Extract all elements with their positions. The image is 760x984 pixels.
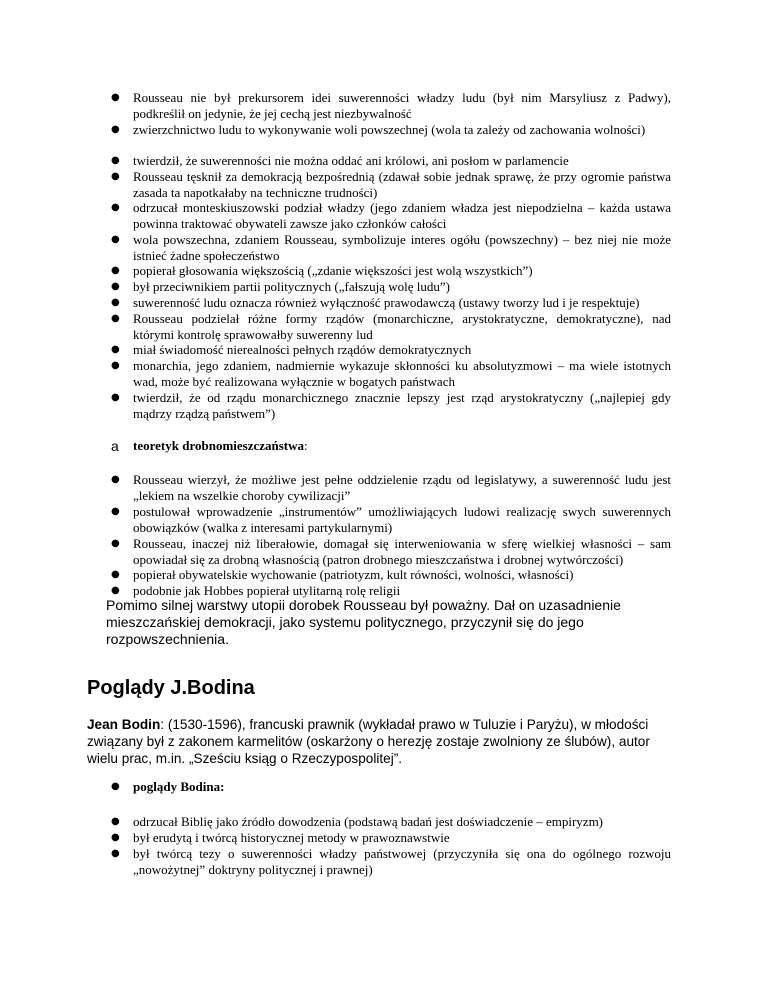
section-heading: Poglądy J.Bodina [87,677,255,699]
subheading-marker: a [111,438,119,454]
bullet-icon: ● [111,202,120,213]
bullet-icon: ● [111,344,120,355]
bullet-icon: ● [111,816,120,827]
bullet-icon: ● [111,474,120,485]
bullet-icon: ● [111,538,120,549]
bullet-icon: ● [111,297,120,308]
bullet-icon: ● [111,155,120,166]
bodin-name: Jean Bodin [87,717,161,732]
bullet-icon: ● [111,124,120,135]
bullet-icon: ● [111,281,120,292]
bullet-icon: ● [111,392,120,403]
bullet-icon: ● [111,585,120,596]
bullet-icon: ● [111,781,120,792]
bullet-icon: ● [111,569,120,580]
subheading-text: teoretyk drobnomieszczaństwa: [133,438,308,453]
bullet-icon: ● [111,92,120,103]
subheading [111,437,671,455]
bullet-icon: ● [111,848,120,859]
conclusion-paragraph: Pomimo silnej warstwy utopii dorobek Rousseau był poważny. Dał on uzasadnienie mieszczańskiej demokracji, jako systemu politycznego, przyczynił się do jego rozpowszechnienia. [106,597,621,647]
document-page: ● Rousseau nie był prekursorem idei suwerenności władzy ludu (był nim Marsyliusz z Padwy), podkreślił on jedynie, że jej cechą jest niezbywalność ● zwierzchnictwo ludu to wykonywanie woli powszechnej (wola ta zależy od zachowania wolności) ● twierdził, że suwerenności nie można oddać ani królowi, ani posłom w parlamencie ● Rousseau tęsknił za demokracją bezpośrednią (zdawał sobie jednak sprawę, że przy ogromie państwa zasada ta napotkałaby na techniczne trudności) ● odrzucał monteskiuszowski podział władzy (jego zdaniem władza jest niepodzielna – każda ustawa powinna traktować obywateli zawsze jako członków całości ● wola powszechna, zdaniem Rousseau, symbolizuje interes ogółu (powszechny) – bez niej nie może istnieć żadne społeczeństwo ● popierał głosowania większością („zdanie większości jest wolą wszystkich”) ● był przeciwnikiem partii politycznych („fałszują wolę ludu”) ● suwerenność ludu oznacza również wyłączność prawodawczą (ustawy tworzy lud i je respektuje) ● Rousseau podzielał różne formy rządów (monarchiczne, arystokratyczne, demokratyczne), nad którymi kontrolę sprawowałby suwerenny lud ● miał świadomość nierealności pełnych rządów demokratycznych ● monarchia, jego zdaniem, nadmiernie wykazuje skłonności ku absolutyzmowi – ma wiele istotnych wad, może być realizowana wyłącznie w bogatych państwach ● twierdził, że od rządu monarchicznego znacznie lepszy jest rząd arystokratyczny („najlepiej gdy mądrzy rządzą państwem”) a teoretyk drobnomieszczaństwa: ● Rousseau wierzył, że możliwe jest pełne oddzielenie rządu od legislatywy, a suwerenność ludu jest „lekiem na wszelkie choroby cywilizacji” ● postulował wprowadzenie „instrumentów” umożliwiających ludowi realizację swych suwerennych obowiązków (walka z interesami partykularnymi) ● Rousseau, inaczej niż liberałowie, domagał się interweniowania w sferę wielkiej własności – sam opowiadał się za drobną własnością (patron drobnego mieszczaństwa i drobnej wytwórczości) ● popierał obywatelskie wychowanie (patriotyzm, kult równości, wolności, własności) ● podobnie jak Hobbes popierał utylitarną rolę religii Pomimo silnej warstwy utopii dorobek Rousseau był poważny. Dał on uzasadnienie mieszczańskiej demokracji, jako systemu politycznego, przyczynił się do jego rozpowszechnienia. Poglądy J.Bodina Jean Bodin: (1530-1596), francuski prawnik (wykładał prawo w Tuluzie i Paryżu), w młodości związany był z zakonem karmelitów (oskarżony o herezję zostaje zwolniony ze ślubów), autor wielu prac, m.in. „Sześciu ksiąg o Rzeczypospolitej”. ● poglądy Bodina: ● odrzucał Biblię jako źródło dowodzenia (podstawą badań jest doświadczenie – empiryzm) ● był erudytą i twórcą historycznej metody w prawoznawstwie ● był twórcą tezy o suwerenności władzy państwowej (przyczyniła się ona do ogólnego rozwoju „nowożytnej” doktryny politycznej i prawnej) [0,0,760,984]
bullet-icon: ● [111,234,120,245]
bullet-icon: ● [111,171,120,182]
bullet-icon: ● [111,265,120,276]
bullet-icon: ● [111,313,120,324]
bullet-icon: ● [111,832,120,843]
bullet-icon: ● [111,360,120,371]
bullet-icon: ● [111,506,120,517]
bodin-intro-paragraph: Jean Bodin: (1530-1596), francuski prawnik (wykładał prawo w Tuluzie i Paryżu), w młodości związany był z zakonem karmelitów (oskarżony o herezję zostaje zwolniony ze ślubów), autor wielu prac, m.in. „Sześciu ksiąg o Rzeczypospolitej”. [87,717,650,766]
